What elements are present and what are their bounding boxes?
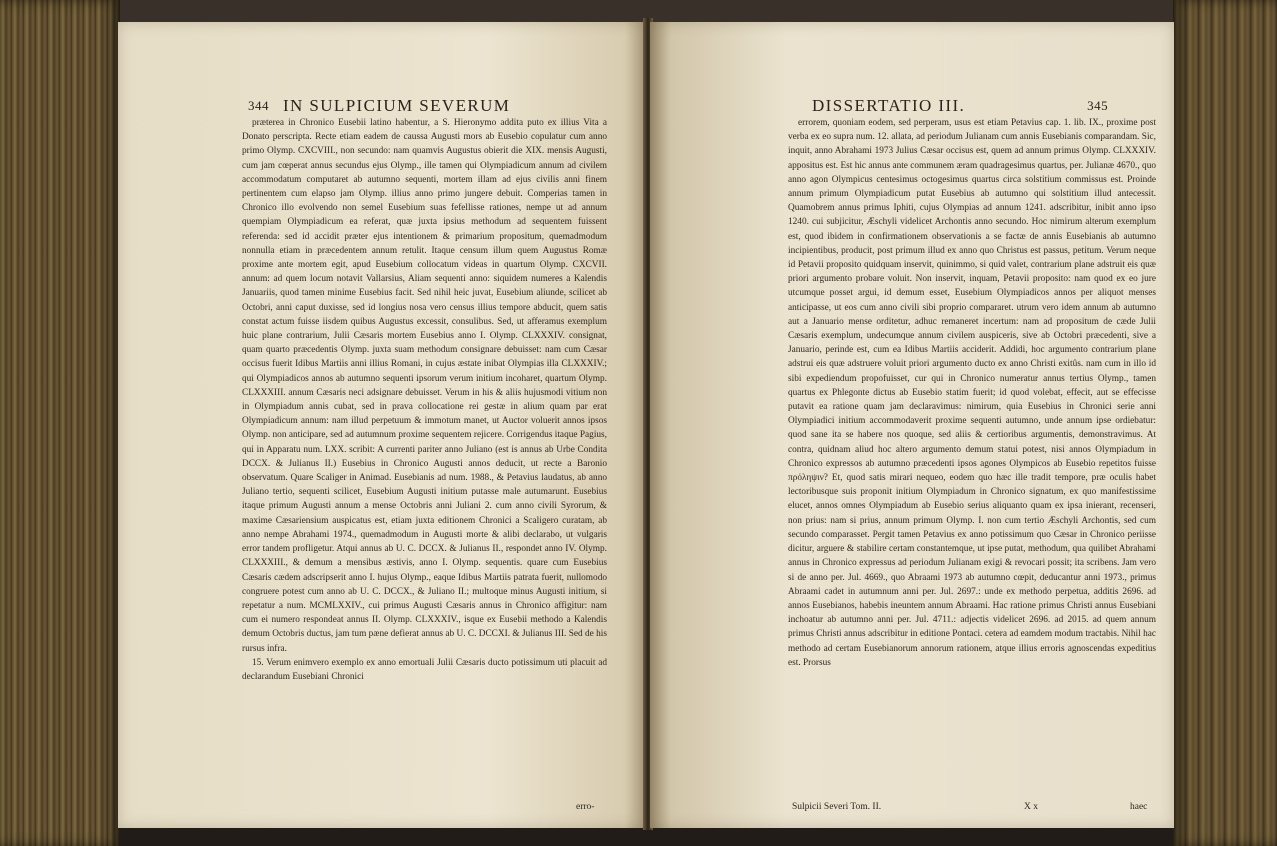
running-head: IN SULPICIUM SEVERUM <box>283 96 511 115</box>
right-page-footer <box>792 802 1160 812</box>
right-page-body <box>788 116 1156 800</box>
catchword: erro- <box>576 802 595 812</box>
paragraph: præterea in Chronico Eusebii latino habentur, a S. Hieronymo addita puto ex illius Vita a Donato perscripta. Recte etiam eadem de caussa Augusti mors ab Eusebio copulatur cum anno primo Olymp. CXCVIII., non secundo: nam quamvis Augustus obierit die XIX. mensis Augusti, cum jam cœperat annus secundus ejus Olymp., ille tamen qui Olympiadicum annum ad civilem accommodatum computaret ab autumno sequenti, mortem illam ad ejus civilis anni finem pertinentem cum elapso jam Olymp. illius anno primo jungere debuit. Comperias tamen in Chronico illo evolvendo non semel Eusebium suas fefellisse rationes, nempe ut ad annum quempiam Olympiadicum ea referat, quæ juxta ipsius methodum ad sequentem fuissent referenda: sed id accidit præter ejus intentionem & primarium propositum, quemadmodum nonnulla etiam in præcedentem annum retulit. Itaque censum illum quem Augustus Romæ proxime ante mortem egit, apud Eusebium collocatum videas in quartum Olymp. CXCVII. annum: ad quem locum notavit Vallarsius, Aliam sequenti anno: siquidem numeres a Kalendis Januariis, quod tamen minime Eusebius facit. Sed nihil heic juvat, Eusebium aliunde, scilicet ab Octobri, anni caput duxisse, sed id longius nosa vero census illius tempore abducit, quem satis constat actum fuisse iisdem quibus Augustus excessit, consulibus. Sed, ut afferamus exemplum huic plane contrarium, Julii Cæsaris mortem Eusebius anno I. Olymp. CLXXXIV. consignat, quam quarto præcedentis Olymp. juxta suam methodum consignare debuisset: nam cum Cæsar occisus fuerit Idibus Martiis anni illius Romani, in cujus æstate inibat Olympias illa CLXXXIV.; qui Olympiadicos annos ab autumno sequenti ipsorum verum initium incoharet, quartum Olymp. CLXXXIII. annum Cæsaris neci adsignare debuisset. Verum in his & aliis hujusmodi vitium non in Olympiadum annis cubat, sed in prava collocatione rei gestæ in alium quam par erat Olympiadicum annum: nam illud perpetuum & immotum manet, ut Auctor voluerit annos ipsos Olymp. non anticipare, sed ad autumnum proxime sequentem rejicere. Corrigendus itaque Pagius, qui in Apparatu num. LXX. scribit: A currenti pariter anno Juliano (est is annus ab Urbe Condita DCCX. & Julianus II.) Eusebius in Chronico Augusti annos deducit, ut recte a Baronio observatum. Quare Scaliger in Animad. Eusebianis ad num. 1988., & Petavius laudatus, ab anno Juliano tertio, sequenti scilicet, Eusebium Augusti initium putasse male autumarunt. Eusebius itaque primum Augusti annum a mense Octobris anni Juliani 2. cum anno civili Syrorum, & maxime Cæsariensium auspicatus est, etiam juxta editionem Chronici a Scaligero curatam, ab anno nempe Abrahami 1974., quemadmodum in Augusti morte & alibi declarabo, ut vulgaris error tandem profligetur. Atqui annus ab U. C. DCCX. & Julianus II., respondet anno IV. Olymp. CLXXXIII., & demum a mensibus æstivis, anno I. Olymp. sequentis. quare cum Eusebius Cæsaris cædem adscripserit anno I. hujus Olymp., eaque Idibus Martiis patrata fuerit, nullomodo congruere potest cum anno ab U. C. DCCX., & Juliano II.; multoque minus Augusti initium, si repetatur a num. MCMLXXIV., cui primus Augusti Cæsaris annus in Chronico affigitur: nam cum ei numero respondeat annus II. Olymp. CLXXXIV., isque ex Eusebii methodo a Kalendis demum Octobris ductus, jam tum pæne defierat annus ab U. C. DCCXI. & Julianus III. Sed de his rursus infra. <box>242 118 607 654</box>
left-page <box>118 22 646 828</box>
left-page-header <box>248 96 510 116</box>
paragraph: errorem, quoniam eodem, sed perperam, usus est etiam Petavius cap. 1. lib. IX., proxime post verba ex eo supra num. 12. allata, ad periodum Julianam cum annis Eusebianis comparandam. Sic, inquit, anno Abrahami 1973 Julius Cæsar occisus est, quem ad annum primus Olymp. CLXXXIV. appositus est. Est hic annus ante communem æram quadragesimus quartus, per. Julianæ 4670., quo anno agon Olympicus centesimus octogesimus quartus circa solstitium commissus est. Proinde annum primum Olympiadicum putat Eusebius ab autumno qui solstitium illud antecessit. Quamobrem annus primus Iphiti, cujus Olympias ad annum 1241. adscribitur, inibit anno ipso 1240. cui subjicitur, Æschyli videlicet Archontis anno secundo. Hoc nimirum alterum exemplum est, quod ibidem in confirmationem observationis a se factæ de annis Eusebianis ab autumno incipientibus, producit, post primum illud ex anno quo Christus est passus, petitum. Verum neque id Petavii proposito quidquam inservit, quinimmo, si quid valet, contrarium plane adstruit eis quæ priori argumento probare voluit. Non inservit, inquam, Petavii proposito: nam quod ex eo jure utcumque posset argui, id demum esset, Eusebium Olympiadicos annos per aliquot menses anticipasse, ut eos cum anno civili sibi proprio compararet. utrum vero idem annum ab autumno aut a Januario mense orditetur, adhuc remaneret incertum: nam ad propositum de cæde Julii Cæsaris exemplum, undecumque annum civilem auspiceris, sive ab Octobri præcedenti, sive a Januario, perinde est, cum ea Idibus Martiis acciderit. Addidi, hoc argumento contrarium plane adstrui eis quæ adstruere voluit priori argumento ducto ex anno Christi exitûs. nam cum in illo id sibi expediendum propofuisset, cur qui in Chronico numeratur annus tertius Olymp., tamen quartus ex Phlegonte dictus ab Eusebio statim fuerit; id quod volebat, effecit, aut se effecisse putavit ea ratione quam jam declaravimus: nimirum, quia Eusebius in Chronici serie anni Olympiadici initium accommodaverit proxime sequenti autumno, unde annum ipse ordiebatur: quod sane ita se habere nos quoque, sed aliis & certioribus argumentis, demonstravimus. At contra, quidnam aliud hoc altero argumento demum statui potest, nisi annos Olympiadum in Chronico expressos ab autumno præcedenti ipsos agones Olympicos ab Eusebio repetitos fuisse πρόληψιν? Et, quod satis mirari nequeo, eodem quo hæc ille tradit tempore, præ oculis habet lectoribusque suis proponit initium Olympiadum in Chronico signatum, ex quo manifestissime elucet, annos omnes Olympiadum ab Eusebio serius aliquanto quam ex ipsa inierant, recenseri, non prius: nam si prius, annum primum Olymp. I. non cum tertio Æschyli Archontis, sed cum secundo comparasset. Pergit tamen Petavius ex anno potissimum quo Cæsar in Chronico periisse dicitur, arguere & stabilire certam constantemque, ut ipse putat, methodum, qua quilibet Abrahami annus in Chronico expressus ad periodum Julianam exigi & revocari possit; ita scribens. Jam vero si de anno per. Jul. 4669., quo Abraami 1973 ab autumno cœpit, deducantur anni 1973., primus Abraami cadet in autumnum anni per. Jul. 2697.: unde ex methodo perpetua, additis 2696. ad annos Eusebianos, habebis ineuntem annum Abraami. Hac ratione primus Christi annus Eusebiani inchoatur ab autumno anni per. Jul. 4711.: adjectis videlicet 2696. ad 2015. ad quem annum primus Christi annus adscribitur in editione Pontaci. cetera ad eamdem modum tractabis. Nihil hac methodo ad certam Eusebianorum annorum rationem, atque illius erroris agnoscendas expeditius est. Prorsus <box>788 118 1156 668</box>
catchword: haec <box>1130 802 1148 812</box>
signature-mark: X x <box>1024 802 1038 812</box>
right-page-header <box>812 96 1108 116</box>
signature-line: Sulpicii Severi Tom. II. <box>792 802 882 812</box>
page-number: 344 <box>248 98 269 113</box>
running-head: DISSERTATIO III. <box>812 96 966 115</box>
page-number: 345 <box>1087 98 1109 113</box>
left-page-body <box>242 116 607 800</box>
book-binding-left <box>0 0 120 846</box>
right-page <box>650 22 1174 828</box>
paragraph: 15. Verum enimvero exemplo ex anno emortuali Julii Cæsaris ducto potissimum uti placuit ad declarandum Eusebiani Chronici <box>242 657 607 682</box>
book-binding-right <box>1173 0 1277 846</box>
